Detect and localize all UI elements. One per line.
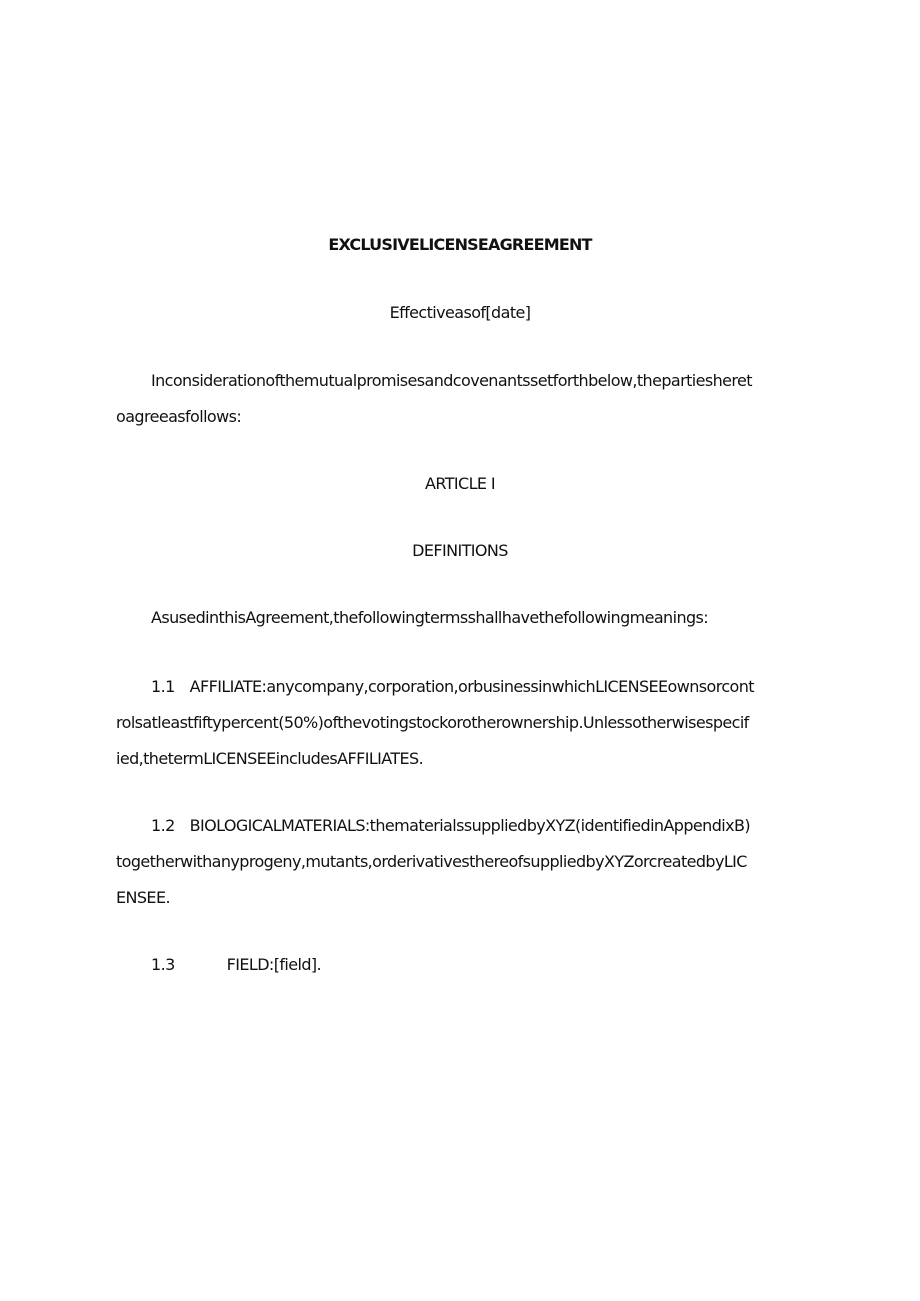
section-1-2-first-line xyxy=(151,816,750,836)
preamble-line-2: oagreeasfollows: xyxy=(116,407,242,426)
section-text: BIOLOGICALMATERIALS:thematerialssuppliedbyXYZ(identifiedinAppendixB) xyxy=(189,816,750,835)
article-number: ARTICLE I xyxy=(425,474,495,493)
article-title: DEFINITIONS xyxy=(412,541,508,560)
section-number: 1.2 xyxy=(151,816,175,835)
section-1-1-line-3: ied,thetermLICENSEEincludesAFFILIATES. xyxy=(116,749,424,768)
section-number: 1.1 xyxy=(151,677,175,696)
effective-date: Effectiveasof[date] xyxy=(389,303,531,322)
section-number: 1.3 xyxy=(151,955,175,974)
section-text: AFFILIATE:anycompany,corporation,orbusinessinwhichLICENSEEownsorcont xyxy=(189,677,754,696)
section-text: FIELD:[field]. xyxy=(226,955,322,974)
document-title: EXCLUSIVELICENSEAGREEMENT xyxy=(328,235,592,254)
section-1-3-first-line xyxy=(151,955,321,975)
section-1-1-line-2: rolsatleastfiftypercent(50%)ofthevotingstockorotherownership.Unlessotherwisespecif xyxy=(116,713,749,732)
section-1-1-first-line xyxy=(151,677,754,697)
definitions-intro: AsusedinthisAgreement,thefollowingtermsshallhavethefollowingmeanings: xyxy=(151,608,709,627)
section-1-2-line-3: ENSEE. xyxy=(116,888,170,907)
preamble-line-1: Inconsiderationofthemutualpromisesandcovenantssetforthbelow,thepartiesheret xyxy=(151,371,752,390)
section-1-2-line-2: togetherwithanyprogeny,mutants,orderivativesthereofsuppliedbyXYZorcreatedbyLIC xyxy=(116,852,747,871)
